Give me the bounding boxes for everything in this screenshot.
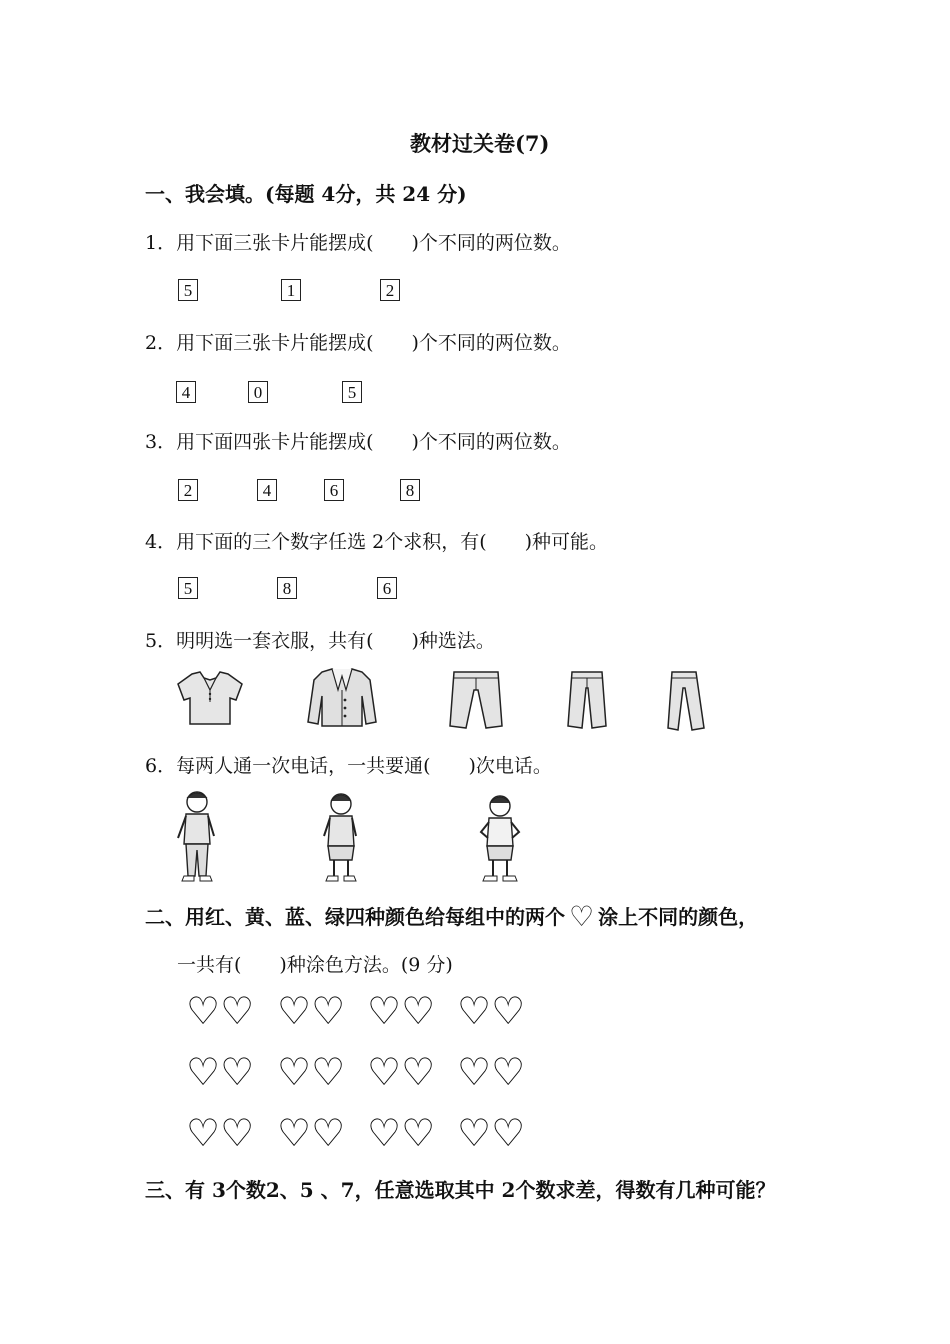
question-4: 4．用下面的三个数字任选 2个求积，有( )种可能。 — [145, 531, 609, 553]
section2-line2: 一共有( )种涂色方法。(9 分) — [177, 954, 453, 976]
heart-pair-icon: ♡♡ — [367, 1111, 436, 1155]
section2-heading-part2: 涂上不同的颜色， — [598, 905, 759, 929]
section3-heading: 三、有 3个数2、5 、7，任意选取其中 2个数求差，得数有几种可能？ — [145, 1178, 776, 1202]
heart-pair-icon: ♡♡ — [186, 1111, 255, 1155]
heart-pair-icon: ♡♡ — [367, 1050, 436, 1094]
pants-illustration — [666, 668, 706, 732]
section2-heading — [145, 900, 758, 933]
boy-illustration — [318, 790, 364, 884]
number-card: 5 — [342, 381, 362, 403]
section2-heading-part1: 二、用红、黄、蓝、绿四种颜色给每组中的两个 — [145, 905, 565, 929]
number-card: 1 — [281, 279, 301, 301]
pants-illustration — [448, 668, 504, 730]
heart-pair-icon: ♡♡ — [277, 1050, 346, 1094]
heart-pair-icon: ♡♡ — [186, 1050, 255, 1094]
heart-pair-icon: ♡♡ — [277, 1111, 346, 1155]
number-card: 5 — [178, 279, 198, 301]
number-card: 8 — [400, 479, 420, 501]
boy-illustration — [476, 792, 524, 884]
pants-illustration — [566, 668, 608, 730]
question-6: 6．每两人通一次电话，一共要通( )次电话。 — [145, 755, 552, 777]
heart-pair-icon: ♡♡ — [457, 1050, 526, 1094]
number-card: 0 — [248, 381, 268, 403]
heart-pair-icon: ♡♡ — [457, 1111, 526, 1155]
boy-illustration — [172, 788, 222, 884]
heart-icon: ♡ — [569, 900, 595, 933]
heart-pair-icon: ♡♡ — [186, 989, 255, 1033]
number-card: 5 — [178, 577, 198, 599]
jacket-illustration — [304, 666, 380, 728]
number-card: 6 — [324, 479, 344, 501]
heart-pair-icon: ♡♡ — [457, 989, 526, 1033]
question-5: 5．明明选一套衣服，共有( )种选法。 — [145, 630, 495, 652]
heart-pair-icon: ♡♡ — [367, 989, 436, 1033]
number-card: 2 — [380, 279, 400, 301]
question-1: 1．用下面三张卡片能摆成( )个不同的两位数。 — [145, 232, 571, 254]
section1-heading: 一、我会填。(每题 4分，共 24 分) — [145, 182, 467, 206]
number-card: 4 — [176, 381, 196, 403]
page-title: 教材过关卷(7) — [410, 131, 550, 156]
question-2: 2．用下面三张卡片能摆成( )个不同的两位数。 — [145, 332, 571, 354]
number-card: 6 — [377, 577, 397, 599]
number-card: 4 — [257, 479, 277, 501]
question-3: 3．用下面四张卡片能摆成( )个不同的两位数。 — [145, 431, 571, 453]
number-card: 2 — [178, 479, 198, 501]
shirt-illustration — [174, 668, 246, 728]
number-card: 8 — [277, 577, 297, 599]
heart-pair-icon: ♡♡ — [277, 989, 346, 1033]
